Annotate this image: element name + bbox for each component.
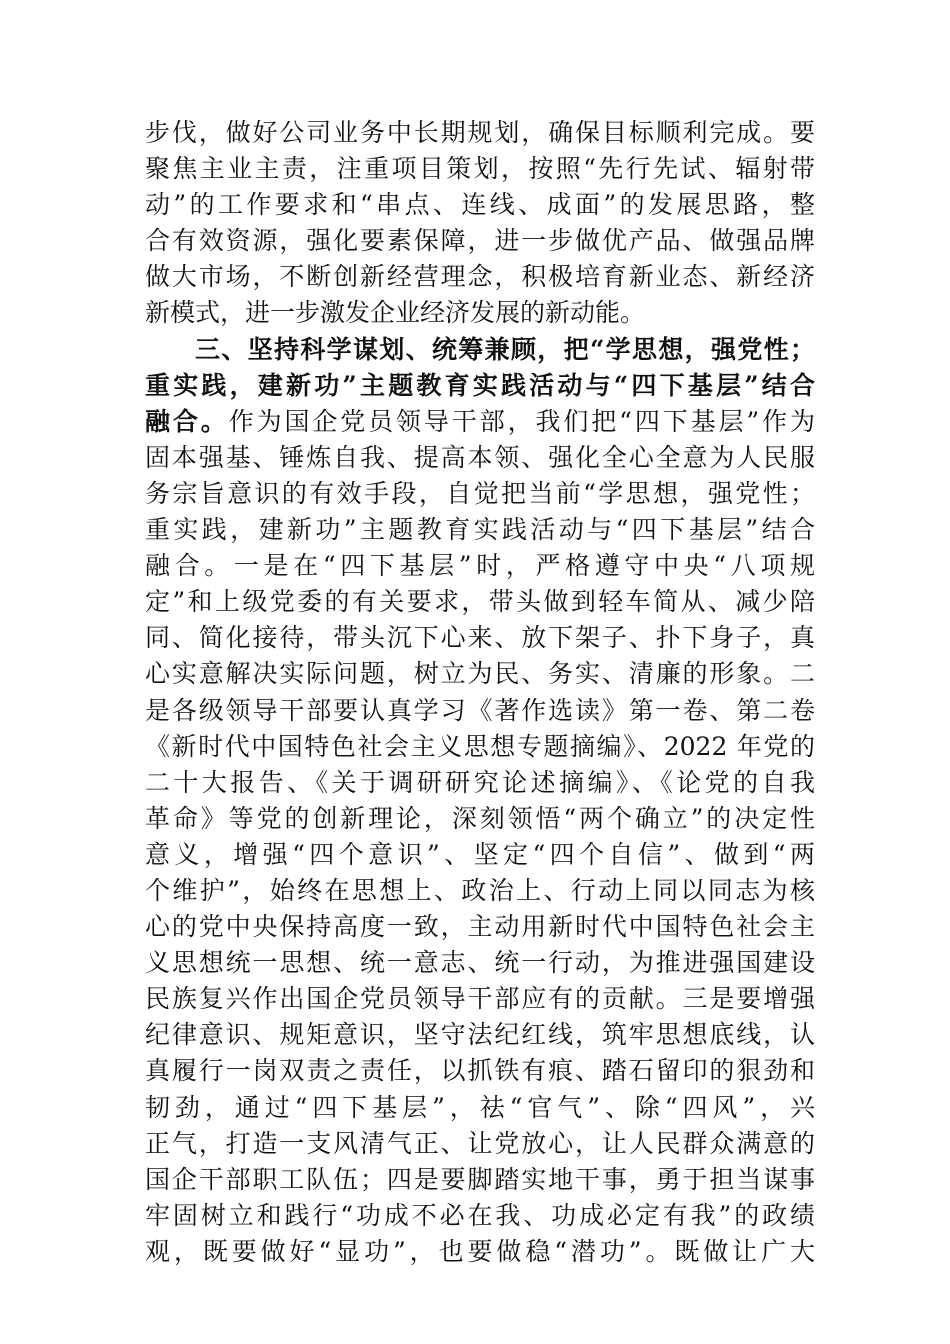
text-line bbox=[145, 404, 815, 440]
text-run: 聚焦主业主责，注重项目策划，按照“先行先试、辐射带 bbox=[145, 154, 815, 184]
text-line bbox=[145, 1053, 815, 1089]
text-line bbox=[145, 945, 815, 981]
section-heading-run: 融合。 bbox=[145, 406, 229, 436]
text-line bbox=[145, 1017, 815, 1053]
text-run: 做大市场，不断创新经营理念，积极培育新业态、新经济 bbox=[145, 262, 815, 292]
text-run: 个维护”，始终在思想上、政治上、行动上同以同志为核 bbox=[145, 875, 815, 905]
text-run: 观，既要做好“显功”，也要做稳“潜功”。既做让广大 bbox=[145, 1236, 815, 1266]
text-line bbox=[145, 259, 815, 295]
text-line bbox=[145, 295, 815, 331]
text-run: 纪律意识、规矩意识，坚守法纪红线，筑牢思想底线，认 bbox=[145, 1020, 815, 1050]
text-run: 合有效资源，强化要素保障，进一步做优产品、做强品牌 bbox=[145, 226, 815, 256]
text-line bbox=[145, 620, 815, 656]
section-heading-run: 三、坚持科学谋划、统筹兼顾，把“学思想，强党性； bbox=[195, 334, 815, 364]
text-run: 《新时代中国特色社会主义思想专题摘编》、2022 年党的 bbox=[145, 731, 815, 761]
text-run: 固本强基、锤炼自我、提高本领、强化全心全意为人民服 bbox=[145, 442, 815, 472]
text-run: 融合。一是在“四下基层”时，严格遵守中央“八项规 bbox=[145, 551, 815, 581]
text-line bbox=[145, 476, 815, 512]
text-line bbox=[145, 981, 815, 1017]
text-line bbox=[145, 115, 815, 151]
text-line bbox=[145, 151, 815, 187]
text-run: 心实意解决实际问题，树立为民、务实、清廉的形象。二 bbox=[145, 659, 815, 689]
text-run: 心的党中央保持高度一致，主动用新时代中国特色社会主 bbox=[145, 912, 815, 942]
text-line bbox=[145, 693, 815, 729]
text-run: 步伐，做好公司业务中长期规划，确保目标顺利完成。要 bbox=[145, 118, 815, 147]
text-run: 意义，增强“四个意识”、坚定“四个自信”、做到“两 bbox=[145, 839, 815, 869]
text-line bbox=[145, 1234, 815, 1270]
text-line bbox=[145, 1162, 815, 1198]
text-run: 革命》等党的创新理论，深刻领悟“两个确立”的决定性 bbox=[145, 803, 815, 833]
text-line bbox=[145, 909, 815, 945]
text-line bbox=[145, 584, 815, 620]
text-run: 正气，打造一支风清气正、让党放心，让人民群众满意的 bbox=[145, 1128, 815, 1158]
text-run: 真履行一岗双责之责任，以抓铁有痕、踏石留印的狠劲和 bbox=[145, 1056, 815, 1086]
text-line bbox=[145, 223, 815, 259]
text-run: 定”和上级党委的有关要求，带头做到轻车简从、减少陪 bbox=[145, 587, 815, 617]
text-line bbox=[145, 1126, 815, 1162]
text-line bbox=[145, 765, 815, 801]
text-run: 是各级领导干部要认真学习《著作选读》第一卷、第二卷 bbox=[145, 695, 815, 725]
text-run: 务宗旨意识的有效手段，自觉把当前“学思想，强党性； bbox=[145, 478, 815, 508]
text-run: 新模式，进一步激发企业经济发展的新动能。 bbox=[145, 298, 646, 328]
text-line bbox=[145, 187, 815, 223]
text-line bbox=[145, 1090, 815, 1126]
text-run: 牢固树立和践行“功成不必在我、功成必定有我”的政绩 bbox=[145, 1200, 815, 1230]
text-run: 国企干部职工队伍；四是要脚踏实地干事，勇于担当谋事 bbox=[145, 1164, 815, 1194]
text-run: 作为国企党员领导干部，我们把“四下基层”作为 bbox=[228, 406, 815, 436]
text-line bbox=[145, 837, 815, 873]
text-line bbox=[145, 1198, 815, 1234]
text-line bbox=[145, 873, 815, 909]
text-line bbox=[145, 729, 815, 765]
section-heading-line bbox=[145, 368, 815, 404]
text-line bbox=[145, 656, 815, 692]
text-run: 民族复兴作出国企党员领导干部应有的贡献。三是要增强 bbox=[145, 984, 815, 1014]
text-run: 义思想统一思想、统一意志、统一行动，为推进强国建设 bbox=[145, 948, 815, 978]
text-run: 重实践，建新功”主题教育实践活动与“四下基层”结合 bbox=[145, 515, 815, 545]
text-line bbox=[145, 440, 815, 476]
text-run: 同、简化接待，带头沉下心来、放下架子、扑下身子，真 bbox=[145, 623, 815, 653]
text-run: 动”的工作要求和“串点、连线、成面”的发展思路，整 bbox=[145, 190, 815, 220]
section-heading-line bbox=[145, 332, 815, 368]
body-text bbox=[145, 115, 815, 1270]
section-heading-run: 重实践，建新功”主题教育实践活动与“四下基层”结合 bbox=[145, 370, 815, 400]
text-run: 韧劲，通过“四下基层”，祛“官气”、除“四风”，兴 bbox=[145, 1092, 815, 1122]
text-line bbox=[145, 512, 815, 548]
text-line bbox=[145, 801, 815, 837]
text-line bbox=[145, 548, 815, 584]
text-run: 二十大报告、《关于调研研究论述摘编》、《论党的自我 bbox=[145, 767, 815, 797]
